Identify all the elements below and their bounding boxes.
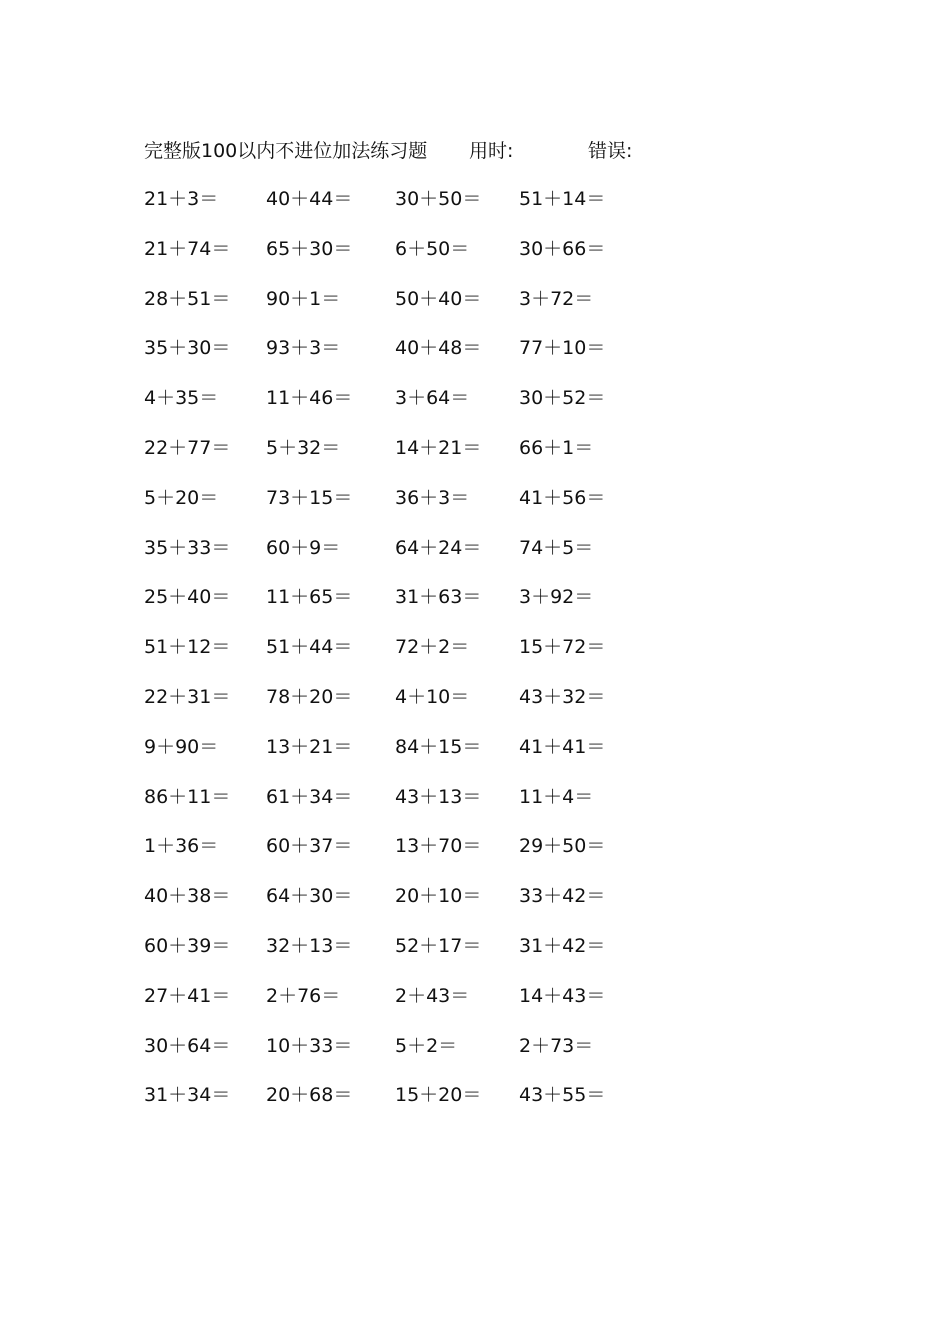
addition-problem: 72＋2＝ [395,636,470,659]
worksheet-title: 完整版100以内不进位加法练习题 [144,140,428,162]
errors-label: 错误: [588,140,633,162]
addition-problem: 60＋9＝ [266,536,341,559]
addition-problem: 52＋17＝ [395,934,482,957]
problem-row [0,881,950,931]
time-label: 用时: [469,140,514,162]
addition-problem: 15＋20＝ [395,1084,482,1107]
addition-problem: 22＋77＝ [144,436,231,459]
addition-problem: 2＋76＝ [266,984,341,1007]
addition-problem: 30＋64＝ [144,1034,231,1057]
addition-problem: 60＋37＝ [266,835,353,858]
addition-problem: 3＋72＝ [519,287,594,310]
addition-problem: 35＋30＝ [144,337,231,360]
addition-problem: 43＋13＝ [395,785,482,808]
addition-problem: 90＋1＝ [266,287,341,310]
addition-problem: 73＋15＝ [266,486,353,509]
addition-problem: 3＋64＝ [395,387,470,410]
addition-problem: 40＋38＝ [144,885,231,908]
addition-problem: 33＋42＝ [519,885,606,908]
addition-problem: 9＋90＝ [144,735,219,758]
addition-problem: 21＋3＝ [144,188,219,210]
worksheet-header [144,136,704,166]
problem-row [0,1080,950,1130]
addition-problem: 4＋35＝ [144,387,219,410]
problem-row [0,284,950,334]
addition-problem: 78＋20＝ [266,685,353,708]
addition-problem: 11＋65＝ [266,586,353,609]
addition-problem: 74＋5＝ [519,536,594,559]
addition-problem: 35＋33＝ [144,536,231,559]
addition-problem: 51＋12＝ [144,636,231,659]
addition-problem: 21＋74＝ [144,237,231,260]
problem-row [0,981,950,1031]
addition-problem: 30＋66＝ [519,237,606,260]
addition-problem: 40＋48＝ [395,337,482,360]
addition-problem: 22＋31＝ [144,685,231,708]
addition-problem: 41＋41＝ [519,735,606,758]
addition-problem: 60＋39＝ [144,934,231,957]
problem-row [0,383,950,433]
addition-problem: 28＋51＝ [144,287,231,310]
addition-problem: 14＋21＝ [395,436,482,459]
problem-row [0,682,950,732]
addition-problem: 15＋72＝ [519,636,606,659]
addition-problem: 14＋43＝ [519,984,606,1007]
addition-problem: 61＋34＝ [266,785,353,808]
problem-row [0,732,950,782]
addition-problem: 64＋30＝ [266,885,353,908]
addition-problem: 51＋44＝ [266,636,353,659]
addition-problem: 1＋36＝ [144,835,219,858]
problem-row [0,483,950,533]
addition-problem: 51＋14＝ [519,188,606,210]
addition-problem: 66＋1＝ [519,436,594,459]
problem-row [0,632,950,682]
addition-problem: 25＋40＝ [144,586,231,609]
problem-row [0,1031,950,1081]
problem-row [0,533,950,583]
problem-row [0,931,950,981]
addition-problem: 20＋10＝ [395,885,482,908]
addition-problem: 93＋3＝ [266,337,341,360]
addition-problem: 84＋15＝ [395,735,482,758]
addition-problem: 31＋42＝ [519,934,606,957]
addition-problem: 2＋43＝ [395,984,470,1007]
addition-problem: 5＋2＝ [395,1034,458,1057]
addition-problem: 6＋50＝ [395,237,470,260]
addition-problem: 77＋10＝ [519,337,606,360]
addition-problem: 31＋34＝ [144,1084,231,1107]
addition-problem: 40＋44＝ [266,188,353,210]
addition-problem: 5＋20＝ [144,486,219,509]
problem-row [0,782,950,832]
addition-problem: 43＋55＝ [519,1084,606,1107]
problem-row [0,333,950,383]
addition-problem: 27＋41＝ [144,984,231,1007]
problem-row [0,582,950,632]
addition-problem: 86＋11＝ [144,785,231,808]
problem-grid [0,184,950,1130]
addition-problem: 3＋92＝ [519,586,594,609]
addition-problem: 13＋21＝ [266,735,353,758]
addition-problem: 50＋40＝ [395,287,482,310]
problem-row [0,184,950,234]
problem-row [0,234,950,284]
addition-problem: 32＋13＝ [266,934,353,957]
addition-problem: 30＋50＝ [395,188,482,210]
addition-problem: 30＋52＝ [519,387,606,410]
addition-problem: 43＋32＝ [519,685,606,708]
addition-problem: 4＋10＝ [395,685,470,708]
addition-problem: 36＋3＝ [395,486,470,509]
addition-problem: 65＋30＝ [266,237,353,260]
problem-row [0,433,950,483]
addition-problem: 5＋32＝ [266,436,341,459]
addition-problem: 10＋33＝ [266,1034,353,1057]
addition-problem: 13＋70＝ [395,835,482,858]
addition-problem: 64＋24＝ [395,536,482,559]
addition-problem: 11＋4＝ [519,785,594,808]
problem-row [0,831,950,881]
addition-problem: 11＋46＝ [266,387,353,410]
addition-problem: 31＋63＝ [395,586,482,609]
addition-problem: 20＋68＝ [266,1084,353,1107]
addition-problem: 41＋56＝ [519,486,606,509]
addition-problem: 29＋50＝ [519,835,606,858]
addition-problem: 2＋73＝ [519,1034,594,1057]
